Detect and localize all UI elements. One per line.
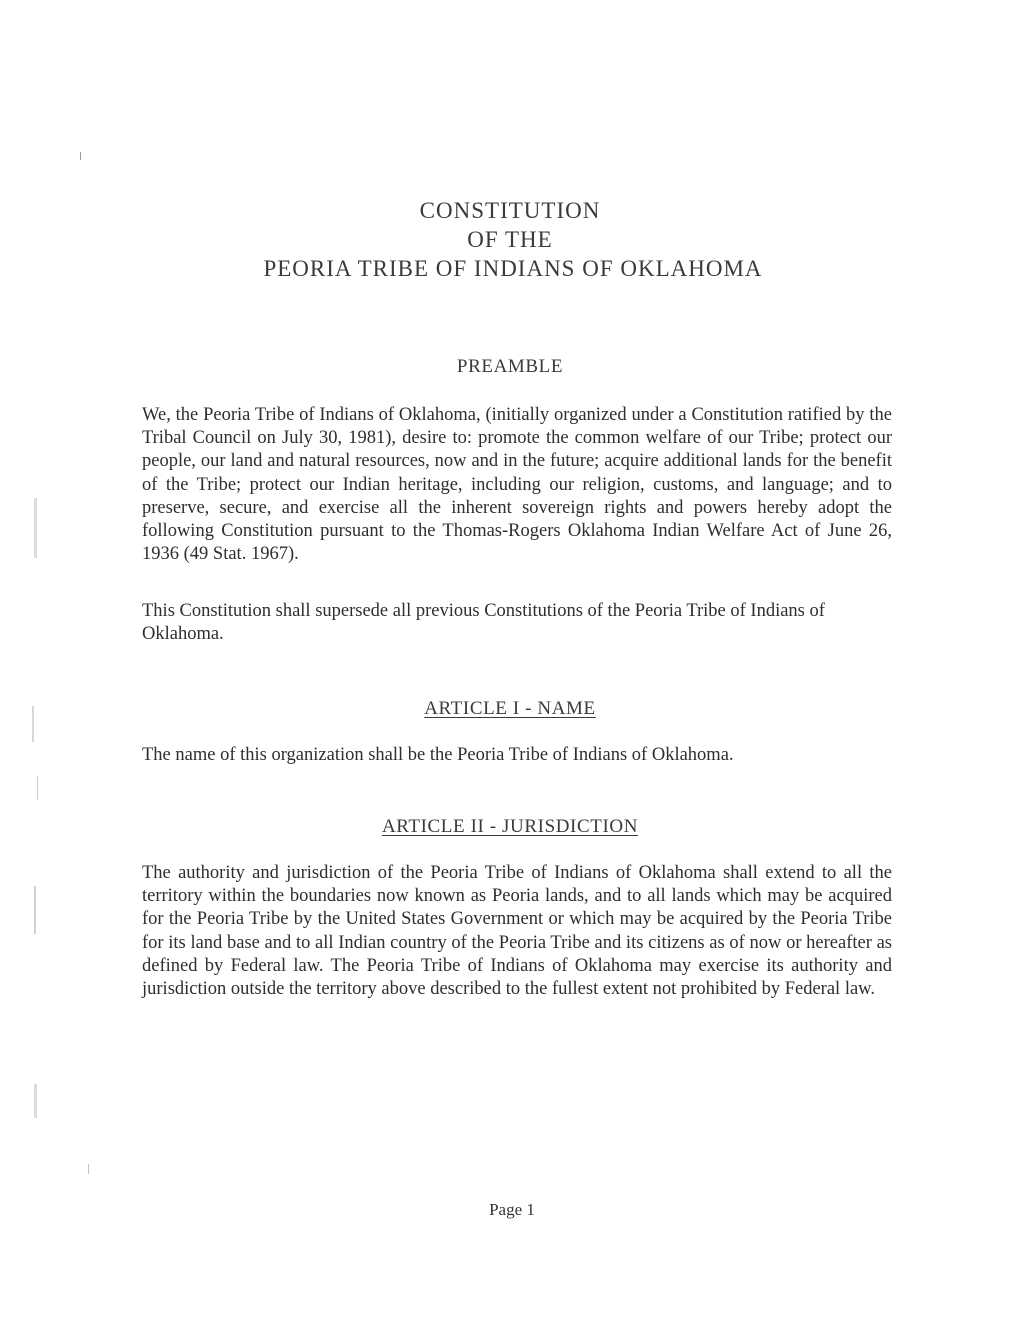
title-line-constitution: CONSTITUTION (419, 198, 601, 223)
supersede-paragraph: This Constitution shall supersede all previous Constitutions of the Peoria Tribe of Indians of Oklahoma. (142, 601, 825, 645)
article-1-heading-text: ARTICLE I - NAME (424, 698, 596, 719)
preamble-heading-text: PREAMBLE (456, 356, 564, 377)
title-line-of-the: OF THE (467, 227, 553, 252)
title-line-tribe: PEORIA TRIBE OF INDIANS OF OKLAHOMA (263, 256, 763, 281)
preamble-paragraph: We, the Peoria Tribe of Indians of Oklahoma, (initially organized under a Constitution ratified by the Tribal Council on July 30, 1981), desire to: promote the common welfare of our Tribe; protect our people, our land and natural resources, now and in the future; acquire additional lands for the benefit of the Tribe; protect our Indian heritage, including our religion, customs, and language; and to preserve, secure, and exercise all the inherent sovereign rights and powers hereby adopt the following Constitution pursuant to the Thomas-Rogers Oklahoma Indian Welfare Act of June 26, 1936 (49 Stat. 1967). (142, 405, 892, 565)
scan-speck (34, 1084, 37, 1118)
article-2-text: The authority and jurisdiction of the Peoria Tribe of Indians of Oklahoma shall extend to all the territory within the boundaries now known as Peoria lands, and to all lands which may be acquired for the Peoria Tribe by the United States Government or which may be acquired by the Peoria Tribe for its land base and to all Indian country of the Peoria Tribe and its citizens as of now or hereafter as defined by Federal law. The Peoria Tribe of Indians of Oklahoma may exercise its authority and jurisdiction outside the territory above described to the fullest extent not prohibited by Federal law. (142, 863, 892, 1000)
scan-speck (88, 1164, 89, 1174)
page-number: Page 1 (489, 1200, 535, 1219)
scan-speck (34, 886, 36, 934)
article-1-heading (0, 698, 1020, 720)
scan-speck (32, 706, 34, 742)
scan-speck (34, 498, 37, 558)
article-2-heading (0, 816, 1020, 838)
preamble-heading (0, 356, 1020, 378)
document-title (0, 196, 1020, 283)
article-1-text: The name of this organization shall be the Peoria Tribe of Indians of Oklahoma. (142, 745, 734, 765)
scan-speck (80, 152, 81, 160)
article-2-heading-text: ARTICLE II - JURISDICTION (381, 816, 639, 837)
scan-speck (37, 776, 38, 800)
